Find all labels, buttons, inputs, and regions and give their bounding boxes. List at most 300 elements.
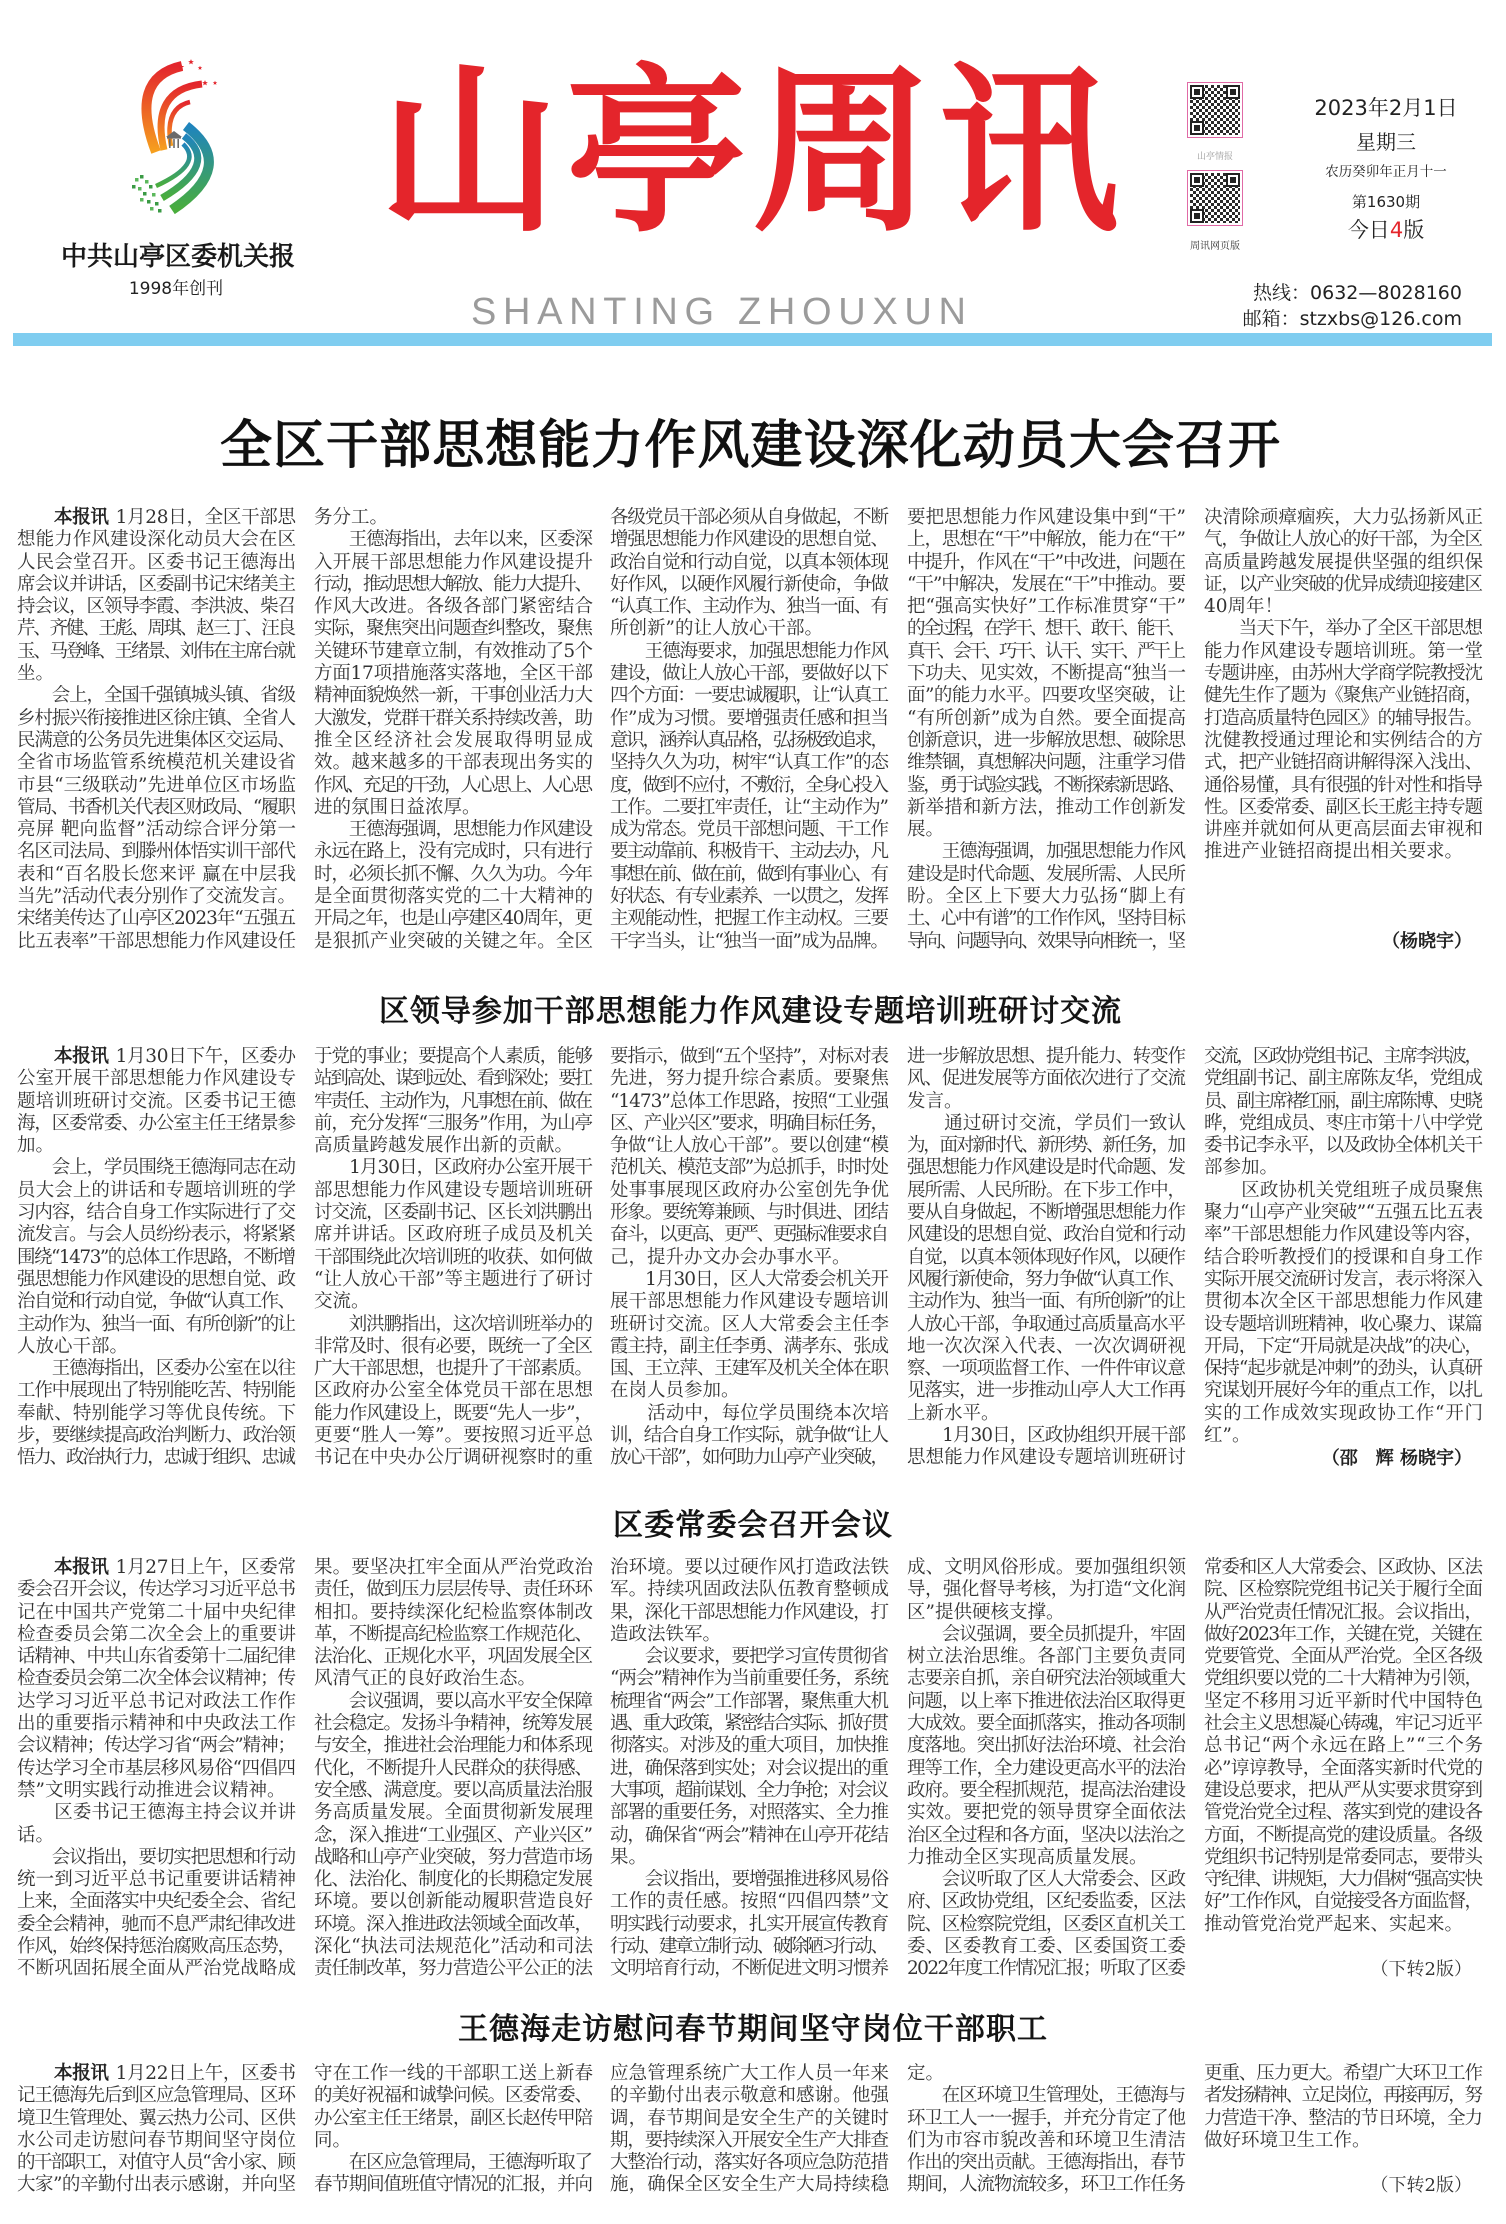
line-text: 2022年度工作情况汇报；听取了区委 [907, 1958, 1185, 1980]
line-text: 红”。 [1204, 1425, 1251, 1447]
text-line-content [17, 1802, 296, 1823]
text-line-content [1204, 1713, 1482, 1734]
text-line-content [610, 2085, 889, 2106]
line-text: 1月22日上午，区委书 [115, 2063, 296, 2084]
text-line [314, 1646, 593, 1668]
line-text: 行动，推动思想大解放、能力大提升、 [314, 573, 591, 595]
text-line-content [907, 2085, 1185, 2106]
text-line [314, 1291, 593, 1313]
article-headline [613, 1508, 892, 1544]
text-line-content [17, 596, 295, 617]
text-line [907, 2108, 1186, 2130]
line-text: 讨交流，区委副书记、区长刘洪鹏出 [314, 1202, 592, 1224]
text-line [907, 819, 1186, 841]
text-line [610, 730, 889, 752]
text-line-content [314, 1180, 593, 1201]
text-line-content [314, 1691, 592, 1712]
text-line-content [610, 1646, 888, 1667]
text-line [17, 1847, 296, 1869]
text-line [610, 1691, 889, 1713]
text-line-content [17, 1602, 296, 1623]
text-line [314, 1113, 593, 1135]
line-text: 进，确保落到实处；对会议提出的重 [610, 1757, 888, 1779]
text-line-content [314, 1557, 593, 1578]
line-text: 真干、会干、巧干、认干、实干、严干上 [907, 640, 1183, 662]
article-headline [458, 2012, 1047, 2048]
text-line [610, 752, 889, 774]
text-line-content [17, 2152, 294, 2173]
text-line-content [17, 1668, 295, 1689]
text-line-content [610, 1113, 887, 1134]
text-line [907, 1713, 1186, 1735]
text-line-content [17, 618, 294, 639]
header-divider [13, 333, 1492, 346]
line-text: 盼。全区上下要大力弘扬“脚上有 [907, 886, 1187, 908]
text-line-content [907, 552, 1185, 573]
line-text: 梳理省“两会”工作部署，聚焦重大机 [610, 1690, 888, 1712]
text-line-content [314, 2085, 592, 2106]
line-text: 开局，下定“开局就是决战”的决心， [1204, 1335, 1482, 1357]
text-line-content [610, 841, 887, 862]
line-text: 在区应急管理局，王德海听取了 [314, 2152, 592, 2174]
text-line-content [1204, 1624, 1481, 1645]
text-line [907, 1758, 1186, 1780]
line-text: 席会议并讲话，区委副书记宋绪美主 [17, 573, 295, 595]
line-text: 区、产业兴区”要求，明确目标任务， [610, 1112, 888, 1134]
text-line-content [314, 931, 593, 952]
text-line [1204, 2063, 1483, 2085]
line-text: 调，春节期间是安全生产的关键时 [610, 2107, 890, 2129]
text-line-content [610, 507, 888, 528]
text-line [314, 1269, 593, 1291]
line-text: 境卫生管理处、翼云热力公司、区供 [17, 2107, 295, 2129]
text-line-content [17, 1135, 54, 1156]
text-line [314, 797, 593, 819]
line-text: 奋斗，以更高、更严、更强标准要求自 [610, 1224, 887, 1246]
line-text: 会议要求，要把学习宣传贯彻省 [610, 1646, 888, 1668]
line-text: 动，确保省“两会”精神在山亭开花结 [610, 1824, 888, 1846]
text-line [907, 1869, 1186, 1891]
text-line-content [17, 1425, 295, 1446]
line-text: 推全区经济社会发展取得明显成 [314, 729, 595, 751]
text-line [610, 529, 889, 551]
text-line-content [907, 1825, 1185, 1846]
text-line [314, 1624, 593, 1646]
text-line-content [907, 1869, 1185, 1890]
line-text: 治区全过程和各方面，坚决以法治之 [907, 1824, 1185, 1846]
text-line-content [17, 797, 294, 818]
line-text: 环境。深入推进政法领域全面改革， [314, 1913, 592, 1935]
line-text: 建设，做让人放心干部，要做好以下 [610, 663, 888, 685]
text-line-content [17, 1247, 294, 1268]
text-line-content [17, 1758, 295, 1779]
text-line-content [314, 886, 593, 907]
text-line [907, 1068, 1186, 1090]
text-line [1204, 618, 1483, 640]
line-text: 实际开展交流研讨发言，表示将深入 [1204, 1268, 1482, 1290]
line-text: 40周年！ [1204, 596, 1284, 618]
text-line-content [1204, 1691, 1483, 1712]
text-line [610, 2152, 889, 2174]
text-line [314, 529, 593, 551]
text-line [610, 1624, 889, 1646]
text-line [907, 1735, 1186, 1757]
text-line-content [314, 1802, 593, 1823]
dateline-lead: 本报讯 [54, 1557, 109, 1578]
line-text: “1473”总体工作思路，按照“工业强 [610, 1090, 888, 1112]
text-line-content [1204, 685, 1482, 706]
text-line [314, 1046, 593, 1068]
text-line-content [610, 1579, 889, 1600]
text-line-content [1204, 1247, 1483, 1268]
text-line [907, 797, 1186, 819]
text-line [314, 730, 593, 752]
text-line-content [314, 596, 593, 617]
text-line [17, 730, 296, 752]
text-line-content [1204, 1425, 1250, 1446]
text-line [1204, 1314, 1483, 1336]
text-line-content [907, 2108, 1185, 2129]
text-line [610, 908, 889, 930]
text-line [610, 1269, 889, 1291]
line-text: 造政法铁军。 [610, 1623, 722, 1645]
line-text: 交流。 [314, 1291, 370, 1313]
text-line-content [314, 1914, 592, 1935]
text-line [17, 752, 296, 774]
line-text: 党要管党、全面从严治党。全区各级 [1204, 1646, 1482, 1668]
text-line-content [17, 1936, 295, 1957]
text-line-content [907, 596, 1186, 617]
line-text: 亮屏 靶向监督”活动综合评分第一 [17, 819, 297, 841]
line-text: 检查委员会第二次全体会议精神；传 [17, 1668, 295, 1690]
text-line-content [1204, 1758, 1482, 1779]
text-line-content [907, 1624, 1185, 1645]
line-text: 好”工作作风，自觉接受各方面监督， [1204, 1891, 1482, 1913]
text-line-content [907, 1735, 1185, 1756]
text-line-content [314, 864, 592, 885]
text-line-content [314, 1291, 370, 1312]
text-line-content [610, 886, 887, 907]
line-text: 环境。要以创新能动履职营造良好 [314, 1891, 594, 1913]
text-line [610, 1046, 889, 1068]
text-line [610, 1068, 889, 1090]
text-line-content [907, 1157, 1185, 1178]
line-text: 站到高处、谋到远处、看到深处；要扛 [314, 1068, 591, 1090]
text-line-content [610, 1358, 888, 1379]
text-line [907, 2063, 1186, 2085]
line-text: 达学习习近平总书记对政法工作作 [17, 1690, 297, 1712]
line-text: 者发扬精神、立足岗位，再接再厉，努 [1204, 2085, 1481, 2107]
line-text: 增强思想能力作风建设的思想自觉、 [610, 529, 888, 551]
line-text: 名区司法局、到滕州体悟实训干部代 [17, 841, 295, 863]
line-text: 守纪律、讲规矩，大力倡树“强高实快 [1204, 1869, 1482, 1891]
text-line [314, 1802, 593, 1824]
line-text: 刘洪鹏指出，这次培训班举办的 [314, 1313, 592, 1335]
line-text: 土、心中有谱”的工作作风，坚持目标 [907, 908, 1185, 930]
text-line [1204, 1668, 1483, 1690]
text-line-content [1204, 1291, 1483, 1312]
line-text: 会议指出，要切实把思想和行动 [17, 1846, 295, 1868]
text-line-content [1204, 1780, 1482, 1801]
masthead-title-logo [379, 46, 1126, 257]
line-text: 先进，努力提升综合素质。要聚焦 [610, 1068, 890, 1090]
text-line [610, 1758, 889, 1780]
text-line [610, 663, 889, 685]
article-column [17, 507, 296, 953]
shanting-logo-icon [126, 56, 220, 220]
text-line-content [314, 819, 592, 840]
line-text: 传达学习全市基层移风易俗“四倡四 [17, 1757, 296, 1779]
text-line [610, 708, 889, 730]
line-text: 环卫工人一一握手，并充分肯定了他 [907, 2107, 1185, 2129]
text-line [314, 685, 593, 707]
text-line-content [610, 2152, 888, 2173]
line-text: 政治自觉和行动自觉，以真本领体现 [610, 551, 888, 573]
text-line [1204, 1847, 1483, 1869]
line-text: 四个方面：一要忠诚履职，让“认真工 [610, 685, 888, 707]
qr-finder [1226, 85, 1240, 99]
article-column [314, 2063, 593, 2197]
text-line-content [907, 618, 1183, 639]
text-line-content [1204, 1135, 1482, 1156]
line-text: 大整治行动，落实好各项应急防范措 [610, 2152, 888, 2174]
text-line-content [1204, 1202, 1482, 1223]
text-line [314, 574, 593, 596]
text-line [1204, 1825, 1483, 1847]
text-line-content [610, 1936, 887, 1957]
text-line-content [314, 1713, 592, 1734]
text-line [17, 1936, 296, 1958]
line-text: 讲座并就如何从更高层面去审视和 [1204, 819, 1484, 841]
text-line-content [17, 1113, 295, 1134]
text-line-content [907, 1668, 1185, 1689]
text-line-content [907, 1691, 1185, 1712]
text-line [17, 1602, 296, 1624]
text-line-content [17, 685, 295, 706]
text-line [1204, 2085, 1483, 2107]
line-text: 高质量跨越发展提供坚强的组织保 [1204, 551, 1484, 573]
text-line-content [610, 1247, 851, 1268]
text-line-content [610, 864, 887, 885]
text-line-content [610, 1914, 888, 1935]
line-text: 建设是时代命题、发展所需、人民所 [907, 863, 1185, 885]
line-text: 训，结合自身工作实际，就争做“让人 [610, 1425, 888, 1447]
line-text: 坚定不移用习近平新时代中国特色 [1204, 1690, 1484, 1712]
line-text: 更要“胜人一筹”。要按照习近平总 [314, 1425, 594, 1447]
text-line [17, 1314, 296, 1336]
line-text: 席并讲话。区政府班子成员及机关 [314, 1224, 594, 1246]
text-line [314, 908, 593, 930]
text-line [17, 2108, 296, 2130]
text-line [1204, 529, 1483, 551]
text-line-content [314, 1336, 592, 1357]
text-line [1204, 1425, 1483, 1447]
line-text: 实效。要把党的领导贯穿全面依法 [907, 1802, 1187, 1824]
line-text: 要从自身做起，不断增强思想能力作 [907, 1202, 1185, 1224]
line-text: 的干部职工，对值守人员“舍小家、顾 [17, 2152, 295, 2174]
line-text: 入开展干部思想能力作风建设提升 [314, 551, 594, 573]
text-line-content [1204, 1646, 1482, 1667]
line-text: 事想在前、做在前，做到有事业心、有 [610, 863, 887, 885]
text-line [17, 596, 296, 618]
text-line-content [610, 1802, 888, 1823]
text-line [17, 1425, 296, 1447]
text-line [1204, 1202, 1483, 1224]
logo-pixel-squares [132, 175, 162, 213]
text-line [1204, 2130, 1483, 2152]
text-line [907, 1336, 1186, 1358]
text-line-content [610, 1624, 721, 1645]
text-line-content [1204, 752, 1482, 773]
text-line-content [314, 1202, 592, 1223]
text-line-content [17, 1091, 296, 1112]
line-text: 步，要继续提高政治判断力、政治领 [17, 1425, 295, 1447]
text-line [610, 1668, 889, 1690]
text-line [314, 1358, 593, 1380]
text-line [907, 552, 1186, 574]
text-line [907, 1358, 1186, 1380]
text-line [610, 2174, 889, 2196]
line-text: 通过研讨交流，学员们一致认 [907, 1112, 1187, 1134]
line-text: 果，深化干部思想能力作风建设，打 [610, 1601, 888, 1623]
text-line [610, 2063, 889, 2085]
text-line [907, 1557, 1186, 1579]
text-line [610, 1825, 889, 1847]
text-line [17, 1447, 296, 1469]
line-text: 定。 [907, 2063, 945, 2084]
text-line [1204, 1914, 1483, 1936]
text-line [17, 1135, 296, 1157]
line-text: 效。越来越多的干部表现出务实的 [314, 752, 594, 774]
line-text: 在区环境卫生管理处，王德海与 [907, 2085, 1185, 2107]
text-line [1204, 1358, 1483, 1380]
text-line-content [314, 1046, 592, 1067]
line-text: 会议听取了区人大常委会、区政 [907, 1869, 1185, 1891]
line-text: 贯彻本次全区干部思想能力作风建 [1204, 1291, 1484, 1313]
text-line [1204, 2108, 1483, 2130]
text-line [610, 1447, 889, 1469]
text-line-content [907, 841, 1185, 862]
line-text: 办公室主任王绪景，副区长赵传甲陪 [314, 2107, 592, 2129]
text-line [907, 1046, 1186, 1068]
text-line [17, 1958, 296, 1980]
line-text: 大成效。要全面抓落实，推动各项制 [907, 1713, 1185, 1735]
text-line-content [17, 1691, 296, 1712]
line-text: 禁”文明实践行动推进会议精神。 [17, 1779, 286, 1801]
text-line-content [17, 752, 296, 773]
line-text: 风建设的思想自觉、政治自觉和行动 [907, 1224, 1185, 1246]
text-line-content [907, 1936, 1186, 1957]
line-text: 精神面貌焕然一新，干事创业活力大 [314, 685, 592, 707]
line-text: 率”干部思想能力作风建设等内容， [1204, 1224, 1483, 1246]
line-text: 乡村振兴衔接推进区徐庄镇、全省人 [17, 707, 295, 729]
line-text: 见落实，进一步推动山亭人大工作再 [907, 1380, 1185, 1402]
text-line-content [610, 1135, 888, 1156]
line-text: 王德海强调，加强思想能力作风 [907, 841, 1185, 863]
text-line-content [907, 1202, 1185, 1223]
text-line [1204, 1269, 1483, 1291]
text-line-content [907, 1358, 1185, 1379]
line-text: 期，要持续深入开展安全生产大排查 [610, 2129, 888, 2151]
text-line-content [907, 1247, 1185, 1268]
text-line [907, 663, 1186, 685]
text-line-content [1204, 1380, 1482, 1401]
line-text: 性。区委常委、副区长王彪主持专题 [1204, 796, 1482, 818]
text-line-content [610, 1425, 887, 1446]
line-text: 民满意的公务员先进集体区交运局、 [17, 729, 295, 751]
text-line-content [314, 1624, 592, 1645]
text-line-content [610, 1380, 740, 1401]
text-line [1204, 1291, 1483, 1313]
text-line [610, 1113, 889, 1135]
text-line-content [1204, 1847, 1482, 1868]
email: 邮箱：stzxbs@126.com [1242, 308, 1462, 330]
text-line [610, 1336, 889, 1358]
line-text: 总书记“两个永远在路上”“三个务 [1204, 1735, 1484, 1757]
text-line [1204, 1869, 1483, 1891]
text-line-content [907, 1113, 1186, 1134]
text-line [17, 1802, 296, 1824]
text-line [610, 1602, 889, 1624]
text-line [17, 1380, 296, 1402]
text-line-content [314, 1314, 592, 1335]
line-text: 强思想能力作风建设的思想自觉、政 [17, 1268, 295, 1290]
text-line-content [907, 1314, 1185, 1335]
line-text: 芹、齐健、王彪、周琪、赵三丁、汪良 [17, 618, 294, 640]
line-text: 们为市容市貌改善和环境卫生清洁 [907, 2129, 1187, 2151]
line-text: 大家”的辛勤付出表示感谢，并向坚 [17, 2174, 296, 2196]
line-text: 问题，以上率下推进依法治区取得更 [907, 1690, 1185, 1712]
line-text: 自觉，以真本领体现好作风，以硬作 [907, 1246, 1185, 1268]
text-line-content [907, 1646, 1186, 1667]
line-text: 1月28日，全区干部思 [115, 507, 296, 528]
text-line [907, 1691, 1186, 1713]
text-line [610, 1358, 889, 1380]
line-text: 当先”活动代表分别作了交流发言。 [17, 886, 296, 908]
text-line-content [17, 1380, 295, 1401]
line-text: 保持“起步就是冲刺”的劲头，认真研 [1204, 1358, 1482, 1380]
article-headline-text: 全区干部思想能力作风建设深化动员大会召开 [220, 416, 1282, 476]
text-line-content [610, 1713, 887, 1734]
text-line [907, 1825, 1186, 1847]
line-text: 管局、书香机关代表区财政局、“履职 [17, 796, 295, 818]
text-line-content [1204, 1113, 1482, 1134]
line-text: 牢责任、主动作为，凡事想在前、做在 [314, 1090, 591, 1112]
text-line [314, 1691, 593, 1713]
line-text: 常委和区人大常委会、区政协、区法 [1204, 1557, 1482, 1578]
line-text: 要指示，做到“五个坚持”，对标对表 [610, 1046, 888, 1067]
text-line [610, 1557, 889, 1579]
line-text: 晔，党组成员、枣庄市第十八中学党 [1204, 1112, 1482, 1134]
line-text: 时，必须长抓不懈、久久为功。今年 [314, 863, 592, 885]
line-text: 展干部思想能力作风建设专题培训 [610, 1291, 890, 1313]
article-body [0, 1046, 1506, 1470]
line-text: 国、王立萍、王建军及机关全体在职 [610, 1358, 888, 1380]
article-column [610, 1046, 889, 1470]
text-line [17, 685, 296, 707]
text-line [907, 685, 1186, 707]
text-line-content [314, 2152, 592, 2173]
text-line-content [907, 797, 1186, 818]
text-line-content [610, 685, 887, 706]
line-text: 大激发，党群干群关系持续改善，助 [314, 707, 592, 729]
text-line-content [17, 1269, 295, 1290]
line-text: 要把思想能力作风建设集中到“干” [907, 507, 1187, 528]
line-text: 社会主义思想凝心铸魂，牢记习近平 [1204, 1713, 1482, 1735]
text-line [907, 507, 1186, 529]
text-line-content [314, 1091, 591, 1112]
text-line [907, 2130, 1186, 2152]
